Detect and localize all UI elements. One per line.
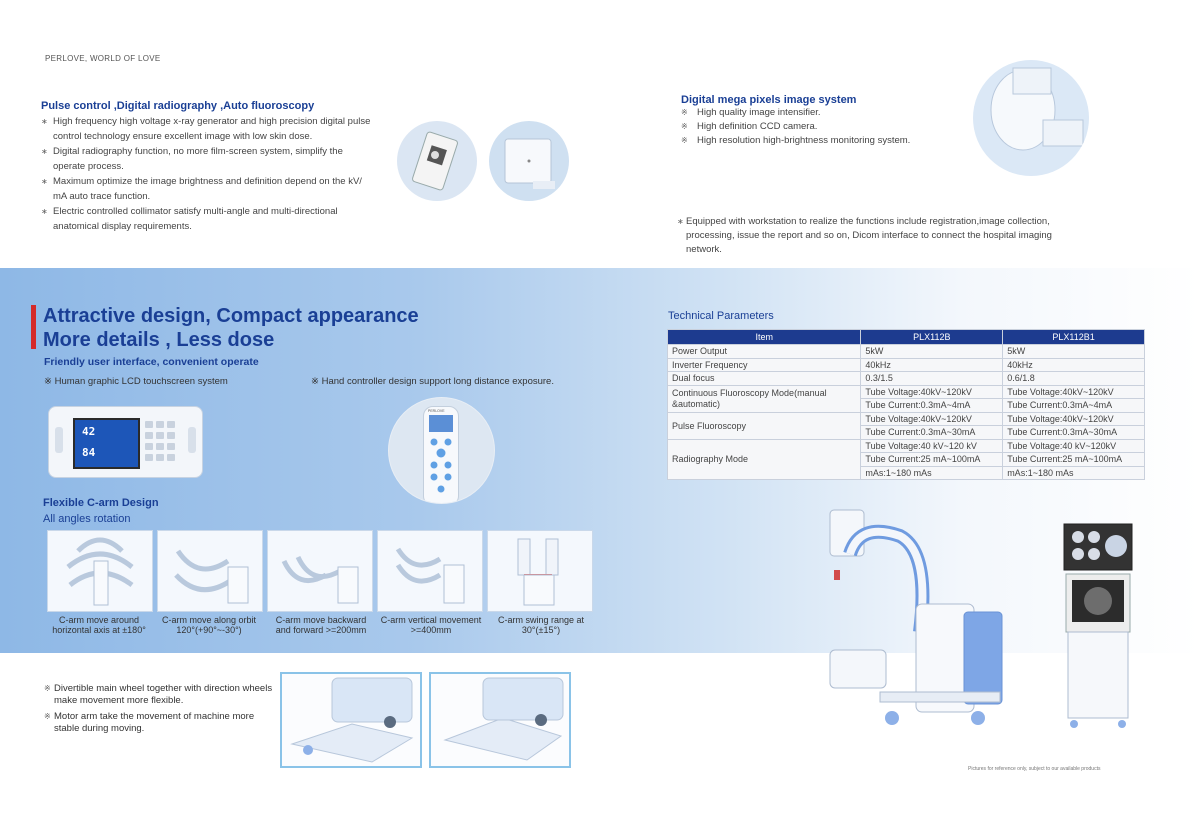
panel-keypad: [145, 421, 175, 461]
lcd-ma-value: 84: [82, 446, 96, 459]
carm-swing-photo: [487, 530, 593, 612]
brand-tagline: PERLOVE, WORLD OF LOVE: [45, 54, 161, 63]
image-intensifier-photo: [973, 60, 1089, 176]
carm-orbit-photo: [157, 530, 263, 612]
lcd-panel-photo: [48, 406, 203, 478]
carm-caption-5: C-arm swing range at 30°(±15°): [497, 615, 585, 635]
section-pulse-title: Pulse control ,Digital radiography ,Auto fluoroscopy: [41, 100, 315, 112]
design-title-line1: Attractive design, Compact appearance: [43, 305, 419, 327]
design-subtitle: Friendly user interface, convenient operate: [44, 356, 259, 368]
main-wheel-photo: [280, 672, 422, 768]
table-row: mAs:1~180 mAs mAs:1~180 mAs: [668, 466, 1145, 480]
generator-photo: [397, 121, 477, 201]
hand-controller-photo: [388, 397, 495, 504]
carm-title: Flexible C-arm Design: [43, 497, 159, 509]
list-item: ※ High definition CCD camera.: [681, 121, 818, 132]
list-item: ※ Divertible main wheel together with direction wheels make movement more flexible.: [44, 683, 273, 706]
workstation-photo: [1058, 522, 1138, 732]
hand-controller-body: PERLOVE: [423, 406, 459, 504]
list-item: ※ High quality image intensifier.: [681, 107, 821, 118]
tech-title: Technical Parameters: [668, 310, 774, 322]
table-row: Dual focus 0.3/1.5 0.6/1.8: [668, 372, 1145, 386]
list-item: ※ High resolution high-brightness monitoring system.: [681, 135, 911, 146]
carm-unit-photo: [820, 492, 1030, 732]
hand-controller-screen: [429, 415, 453, 432]
design-title-line2: More details , Less dose: [43, 329, 275, 351]
carm-caption-3: C-arm move backward and forward >=200mm: [275, 615, 367, 635]
section-imaging-title: Digital mega pixels image system: [681, 94, 857, 106]
table-row: Power Output 5kW 5kW: [668, 345, 1145, 359]
table-row: Inverter Frequency 40kHz 40kHz: [668, 358, 1145, 372]
table-row: Tube Current:0.3mA~30mA Tube Current:0.3mA~30mA: [668, 426, 1145, 440]
table-row: Tube Current:25 mA~100mA Tube Current:25 mA~100mA: [668, 453, 1145, 467]
table-row: Pulse Fluoroscopy Tube Voltage:40kV~120kV Tube Voltage:40kV~120kV: [668, 412, 1145, 426]
carm-vertical-photo: [377, 530, 483, 612]
list-item: ∗ High frequency high voltage x-ray generator and high precision digital pulse control technology ensure excellent image with low skin dose.: [41, 116, 371, 142]
panel-keys-right: [188, 427, 196, 453]
carm-rotate-horizontal-photo: [47, 530, 153, 612]
section-imaging-bullets: [681, 106, 971, 148]
lcd-kv-value: 42: [82, 425, 96, 438]
carm-caption-1: C-arm move around horizontal axis at ±180°: [52, 615, 146, 635]
tech-table: [667, 329, 1145, 480]
list-item: ※ Motor arm take the movement of machine more stable during moving.: [44, 711, 255, 734]
accent-bar: [31, 305, 36, 349]
carm-caption-4: C-arm vertical movement >=400mm: [380, 615, 482, 635]
list-item: ∗ Electric controlled collimator satisfy multi-angle and multi-directional anatomical display requirements.: [41, 206, 338, 232]
feature-handctrl: ※ Hand controller design support long distance exposure.: [311, 376, 554, 387]
feature-lcd: ※ Human graphic LCD touchscreen system: [44, 376, 228, 387]
carm-caption-2: C-arm move along orbit 120°(+90°~-30°): [161, 615, 257, 635]
workstation-note: ∗ Equipped with workstation to realize the functions include registration,image collection, processing, issue the report and so on, Dicom interface to connect the hospital imaging network.: [677, 216, 1052, 255]
list-item: ∗ Digital radiography function, no more film-screen system, simplify the operate process.: [41, 146, 343, 172]
disclaimer: Pictures for reference only, subject to our available products: [968, 766, 1101, 772]
carm-subtitle: All angles rotation: [43, 513, 131, 525]
table-row: Radiography Mode Tube Voltage:40 kV~120 kV Tube Voltage:40 kV~120kV: [668, 439, 1145, 453]
wheels-notes: [44, 683, 274, 735]
table-row: Tube Current:0.3mA~4mA Tube Current:0.3mA~4mA: [668, 399, 1145, 413]
collimator-photo: [489, 121, 569, 201]
motor-arm-photo: [429, 672, 571, 768]
panel-keys-left: [55, 427, 63, 453]
table-header-row: Item PLX112B PLX112B1: [668, 330, 1145, 345]
list-item: ∗ Maximum optimize the image brightness and definition depend on the kV/ mA auto trace function.: [41, 176, 362, 202]
carm-backward-forward-photo: [267, 530, 373, 612]
table-row: Continuous Fluoroscopy Mode(manual &automatic) Tube Voltage:40kV~120kV Tube Voltage:40kV~120kV: [668, 385, 1145, 399]
section-pulse-bullets: [41, 114, 376, 234]
lcd-screen: [73, 418, 140, 469]
